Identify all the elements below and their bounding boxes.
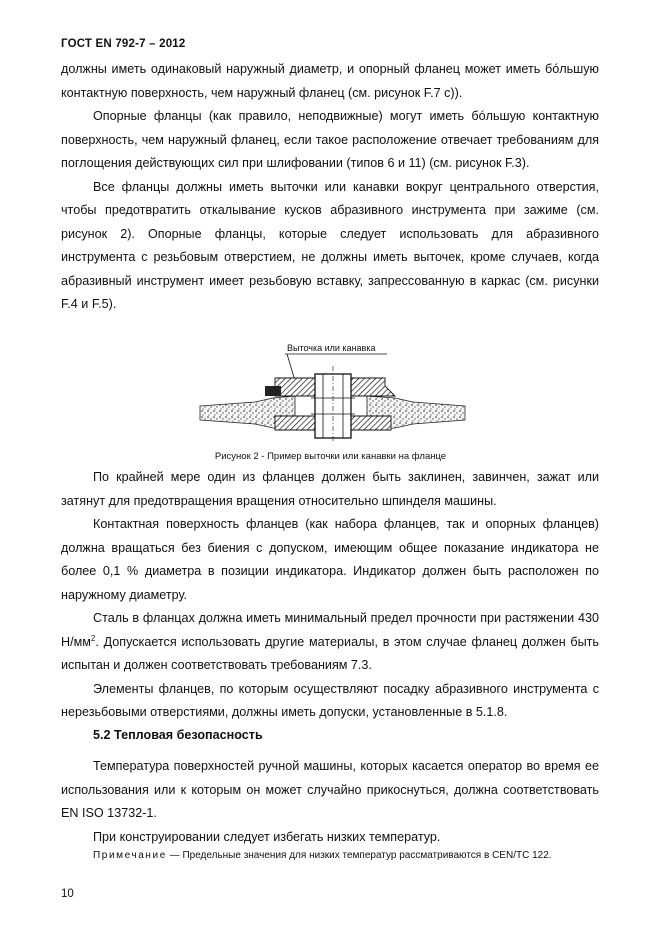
paragraph-steel: [61, 607, 599, 678]
figure-callout-label: Выточка или канавка: [287, 343, 376, 353]
steel-text-before: Сталь в фланцах должна иметь минимальный предел прочности при растяжении 430 Н/мм: [61, 611, 599, 649]
document-header: ГОСТ EN 792-7 – 2012: [61, 38, 186, 50]
figure-caption: Рисунок 2 - Пример выточки или канавки на фланце: [214, 451, 447, 462]
steel-text-after: . Допускается использовать другие материалы, в этом случае фланец должен быть испытан и должен соответствовать требованиям 7.3.: [61, 634, 599, 672]
figure-flange-recess-drawing: [195, 338, 470, 444]
note-text: — Предельные значения для низких температур рассматриваются в CEN/TC 122.: [166, 850, 552, 861]
paragraph-low-temperature: При конструировании следует избегать низких температур.: [93, 829, 441, 844]
paragraph-tolerances: Элементы фланцев, по которым осуществляют посадку абразивного инструмента с нерезьбовыми отверстиями, должны иметь допуски, установленные в 5.1.8.: [61, 681, 599, 719]
note-label: Примечание: [93, 850, 167, 861]
note: [61, 848, 599, 863]
page-number: 10: [61, 888, 74, 900]
paragraph-continuation: должны иметь одинаковый наружный диаметр, и опорный фланец может иметь бóльшую контактную поверхность, чем наружный фланец (см. рисунок F.7 c)).: [61, 62, 599, 100]
body-text-middle: [61, 466, 599, 725]
body-text-bottom: [61, 755, 599, 849]
paragraph-temperature: Температура поверхностей ручной машины, которых касается оператор во время ее использования или к которым он может случайно прикоснуться, должна соответствовать EN ISO 13732-1.: [61, 759, 599, 820]
section-title: 5.2 Тепловая безопасность: [93, 728, 263, 742]
body-text-top: [61, 58, 599, 317]
steel-superscript: 2: [90, 633, 96, 643]
paragraph-locking: По крайней мере один из фланцев должен быть заклинен, завинчен, зажат или затянут для предотвращения вращения относительно шпинделя машины.: [61, 470, 599, 508]
paragraph-recesses: Все фланцы должны иметь выточки или канавки вокруг центрального отверстия, чтобы предотвратить откалывание кусков абразивного инструмента при зажиме (см. рисунок 2). Опорные фланцы, которые следует использовать для абразивного инструмента с резьбовым отверстием, не должны иметь выточек, кроме случаев, когда абразивный инструмент имеет резьбовую вставку, запрессованную в каркас (см. рисунки F.4 и F.5).: [61, 179, 599, 311]
paragraph-support-flanges: Опорные фланцы (как правило, неподвижные) могут иметь бóльшую контактную поверхность, чем наружный фланец, если такое расположение отвечает требованиям для поглощения действующих сил при шлифовании (типов 6 и 11) (см. рисунок F.3).: [61, 109, 599, 170]
paragraph-runout: Контактная поверхность фланцев (как набора фланцев, так и опорных фланцев) должна вращаться без биения с допуском, имеющим общее показание индикатора не более 0,1 % диаметра в позиции индикатора. Индикатор должен быть расположен по наружному диаметру.: [61, 517, 599, 602]
